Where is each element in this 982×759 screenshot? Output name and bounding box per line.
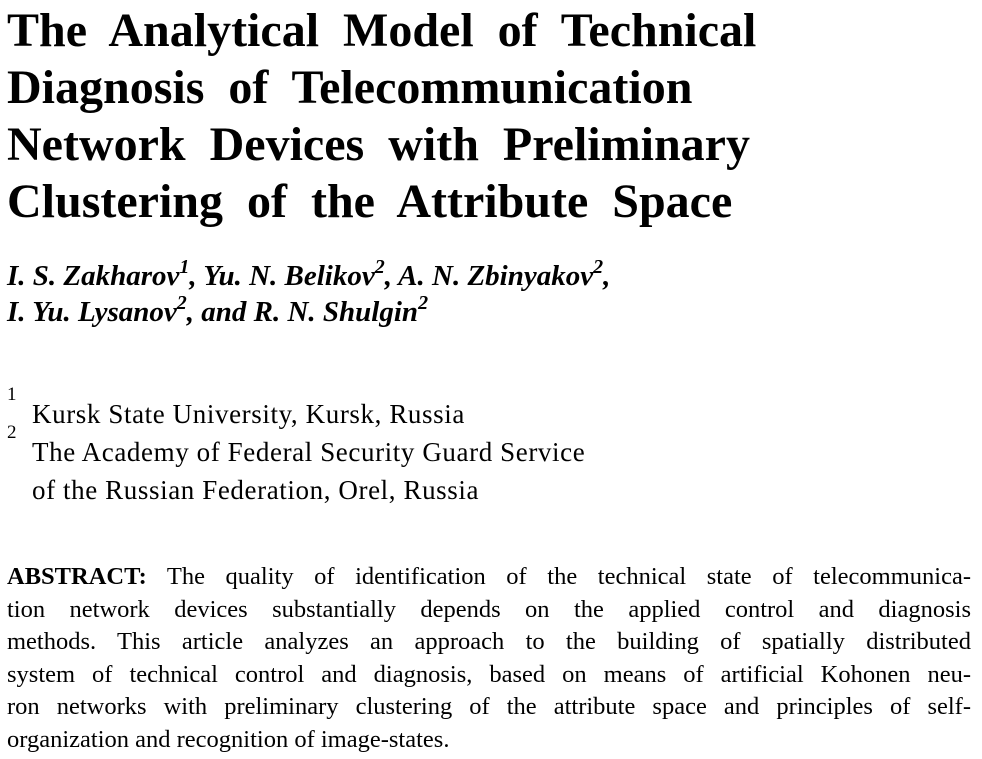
abstract-line: methods. This article analyzes an approach to the building of spatially distributed (7, 628, 971, 655)
author-separator: , and (186, 296, 254, 328)
title-line: Network Devices with Preliminary (7, 118, 750, 171)
author-name: Yu. N. Belikov (203, 260, 375, 292)
affiliation (7, 384, 967, 433)
affiliation-list (7, 384, 967, 509)
title-line: The Analytical Model of Technical (7, 4, 757, 57)
author-name: I. Yu. Lysanov (7, 296, 177, 328)
author-affiliation-mark: 2 (374, 256, 385, 278)
author-name: I. S. Zakharov (7, 260, 180, 292)
abstract-line: tion network devices substantially depends on the applied control and diagnosis (7, 595, 971, 623)
paper-title (7, 2, 907, 230)
abstract (7, 561, 971, 756)
abstract-text: The quality of identification of the technical state of telecommunica- (166, 563, 971, 590)
author-name: A. N. Zbinyakov (398, 260, 594, 292)
author-affiliation-mark: 2 (418, 292, 429, 314)
abstract-line: system of technical control and diagnosis, based on means of artificial Kohonen neu- (7, 660, 971, 688)
affiliation-line: The Academy of Federal Security Guard Service (32, 437, 586, 467)
affiliation-number: 2 (7, 422, 17, 443)
author-affiliation-mark: 1 (179, 256, 190, 278)
author-separator: , (384, 260, 399, 292)
author-name: R. N. Shulgin (253, 296, 419, 328)
author-affiliation-mark: 2 (593, 256, 604, 278)
abstract-line: organization and recognition of image-states. (7, 725, 450, 753)
author-line (7, 294, 967, 330)
affiliation-number: 1 (7, 384, 17, 405)
affiliation (7, 422, 967, 509)
abstract-line (7, 561, 971, 594)
affiliation-line: Kursk State University, Kursk, Russia (32, 399, 465, 429)
title-line: Diagnosis of Telecommunication (7, 61, 693, 114)
author-line (7, 258, 967, 294)
abstract-line: ron networks with preliminary clustering of the attribute space and principles of self- (7, 693, 971, 720)
title-line: Clustering of the Attribute Space (7, 175, 733, 228)
author-affiliation-mark: 2 (176, 292, 187, 314)
author-list (7, 258, 967, 330)
affiliation-line: of the Russian Federation, Orel, Russia (32, 475, 480, 505)
author-separator: , (189, 260, 204, 292)
author-separator: , (603, 260, 611, 292)
abstract-label: ABSTRACT: (7, 563, 147, 590)
